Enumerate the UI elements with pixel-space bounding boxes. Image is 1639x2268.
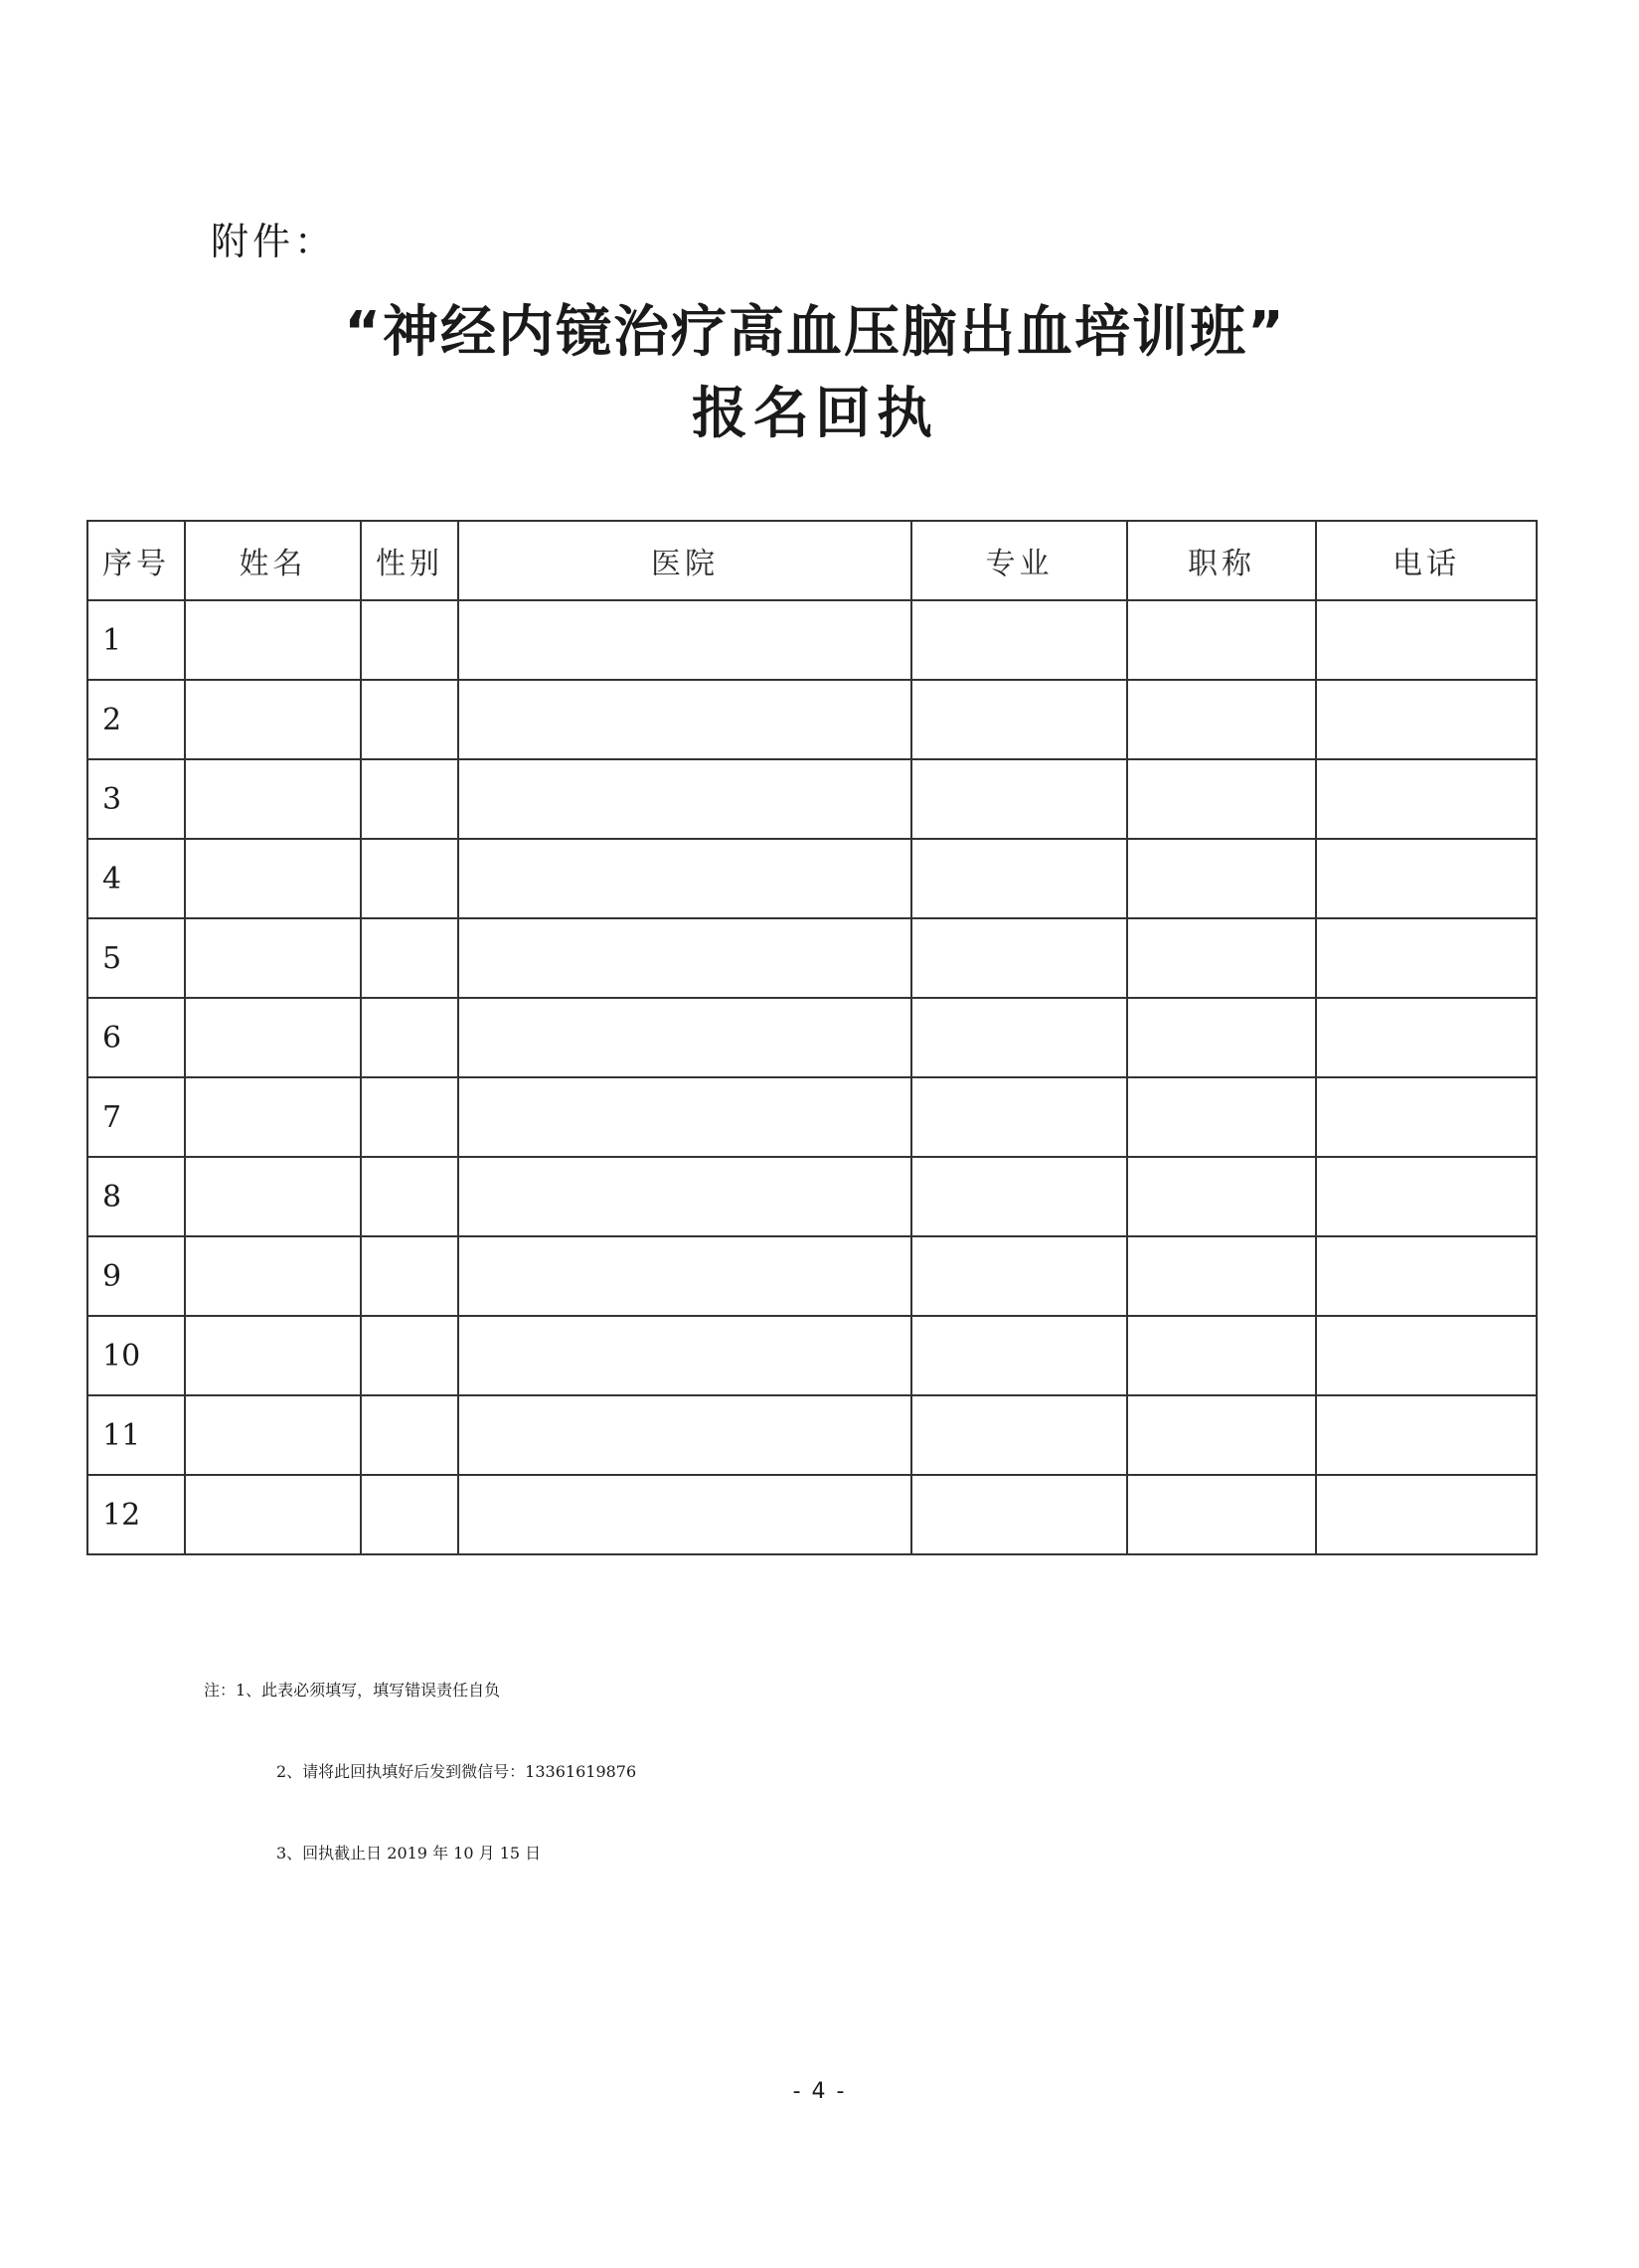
specialty-cell[interactable]: [911, 1236, 1127, 1316]
name-cell[interactable]: [185, 600, 361, 680]
specialty-cell[interactable]: [911, 1157, 1127, 1236]
row-seq-number: 12: [87, 1475, 185, 1554]
specialty-cell[interactable]: [911, 1077, 1127, 1157]
row-seq-number: 9: [87, 1236, 185, 1316]
specialty-cell[interactable]: [911, 839, 1127, 918]
header-hospital: 医院: [458, 521, 911, 600]
gender-cell[interactable]: [361, 1316, 458, 1395]
hospital-cell[interactable]: [458, 680, 911, 759]
phone-cell[interactable]: [1316, 839, 1537, 918]
row-seq-number: 1: [87, 600, 185, 680]
table-row: [87, 1316, 1537, 1395]
row-seq-number: 11: [87, 1395, 185, 1475]
table-row: [87, 918, 1537, 998]
table-row: [87, 998, 1537, 1077]
header-specialty: 专业: [911, 521, 1127, 600]
gender-cell[interactable]: [361, 1236, 458, 1316]
phone-cell[interactable]: [1316, 1395, 1537, 1475]
name-cell[interactable]: [185, 759, 361, 839]
note-2: 2、请将此回执填好后发到微信号：13361619876: [276, 1762, 637, 1781]
note-1: 注：1、此表必须填写，填写错误责任自负: [204, 1681, 501, 1700]
name-cell[interactable]: [185, 1236, 361, 1316]
title-cell[interactable]: [1127, 759, 1316, 839]
title-cell[interactable]: [1127, 1236, 1316, 1316]
table-row: [87, 600, 1537, 680]
table-row: [87, 1236, 1537, 1316]
name-cell[interactable]: [185, 680, 361, 759]
row-seq-number: 3: [87, 759, 185, 839]
header-seq: 序号: [87, 521, 185, 600]
phone-cell[interactable]: [1316, 1157, 1537, 1236]
hospital-cell[interactable]: [458, 998, 911, 1077]
row-seq-number: 2: [87, 680, 185, 759]
specialty-cell[interactable]: [911, 680, 1127, 759]
title-cell[interactable]: [1127, 1157, 1316, 1236]
specialty-cell[interactable]: [911, 918, 1127, 998]
table-row: [87, 839, 1537, 918]
gender-cell[interactable]: [361, 918, 458, 998]
phone-cell[interactable]: [1316, 918, 1537, 998]
hospital-cell[interactable]: [458, 600, 911, 680]
table-row: [87, 1395, 1537, 1475]
specialty-cell[interactable]: [911, 759, 1127, 839]
name-cell[interactable]: [185, 1077, 361, 1157]
hospital-cell[interactable]: [458, 918, 911, 998]
title-cell[interactable]: [1127, 998, 1316, 1077]
gender-cell[interactable]: [361, 1475, 458, 1554]
attachment-label: 附件：: [211, 220, 337, 263]
phone-cell[interactable]: [1316, 998, 1537, 1077]
specialty-cell[interactable]: [911, 1395, 1127, 1475]
title-cell[interactable]: [1127, 1077, 1316, 1157]
registration-table: [86, 520, 1538, 1555]
table-row: [87, 680, 1537, 759]
hospital-cell[interactable]: [458, 1395, 911, 1475]
header-phone: 电话: [1316, 521, 1537, 600]
gender-cell[interactable]: [361, 759, 458, 839]
gender-cell[interactable]: [361, 600, 458, 680]
hospital-cell[interactable]: [458, 1236, 911, 1316]
header-gender: 性别: [361, 521, 458, 600]
name-cell[interactable]: [185, 1316, 361, 1395]
phone-cell[interactable]: [1316, 759, 1537, 839]
phone-cell[interactable]: [1316, 1077, 1537, 1157]
name-cell[interactable]: [185, 1157, 361, 1236]
title-cell[interactable]: [1127, 600, 1316, 680]
hospital-cell[interactable]: [458, 1157, 911, 1236]
name-cell[interactable]: [185, 1475, 361, 1554]
name-cell[interactable]: [185, 998, 361, 1077]
name-cell[interactable]: [185, 918, 361, 998]
hospital-cell[interactable]: [458, 1475, 911, 1554]
gender-cell[interactable]: [361, 680, 458, 759]
hospital-cell[interactable]: [458, 1077, 911, 1157]
note-3: 3、回执截止日 2019 年 10 月 15 日: [276, 1844, 542, 1863]
table-row: [87, 1475, 1537, 1554]
phone-cell[interactable]: [1316, 1475, 1537, 1554]
hospital-cell[interactable]: [458, 839, 911, 918]
phone-cell[interactable]: [1316, 680, 1537, 759]
row-seq-number: 5: [87, 918, 185, 998]
gender-cell[interactable]: [361, 998, 458, 1077]
specialty-cell[interactable]: [911, 1316, 1127, 1395]
title-cell[interactable]: [1127, 1475, 1316, 1554]
name-cell[interactable]: [185, 839, 361, 918]
header-name: 姓名: [185, 521, 361, 600]
specialty-cell[interactable]: [911, 1475, 1127, 1554]
gender-cell[interactable]: [361, 839, 458, 918]
hospital-cell[interactable]: [458, 1316, 911, 1395]
document-title: “神经内镜治疗高血压脑出血培训班”: [344, 300, 1286, 365]
row-seq-number: 4: [87, 839, 185, 918]
row-seq-number: 10: [87, 1316, 185, 1395]
title-cell[interactable]: [1127, 1316, 1316, 1395]
name-cell[interactable]: [185, 1395, 361, 1475]
phone-cell[interactable]: [1316, 1236, 1537, 1316]
gender-cell[interactable]: [361, 1077, 458, 1157]
hospital-cell[interactable]: [458, 759, 911, 839]
page-number: - 4 -: [792, 2079, 847, 2104]
title-cell[interactable]: [1127, 839, 1316, 918]
title-cell[interactable]: [1127, 680, 1316, 759]
phone-cell[interactable]: [1316, 1316, 1537, 1395]
title-cell[interactable]: [1127, 918, 1316, 998]
phone-cell[interactable]: [1316, 600, 1537, 680]
row-seq-number: 7: [87, 1077, 185, 1157]
gender-cell[interactable]: [361, 1157, 458, 1236]
table-row: [87, 1077, 1537, 1157]
row-seq-number: 6: [87, 998, 185, 1077]
table-header-row: [87, 521, 1537, 600]
row-seq-number: 8: [87, 1157, 185, 1236]
table-row: [87, 1157, 1537, 1236]
table-row: [87, 759, 1537, 839]
specialty-cell[interactable]: [911, 600, 1127, 680]
specialty-cell[interactable]: [911, 998, 1127, 1077]
header-title: 职称: [1127, 521, 1316, 600]
table-body: [87, 600, 1537, 1554]
document-subtitle: 报名回执: [692, 382, 938, 446]
gender-cell[interactable]: [361, 1395, 458, 1475]
title-cell[interactable]: [1127, 1395, 1316, 1475]
